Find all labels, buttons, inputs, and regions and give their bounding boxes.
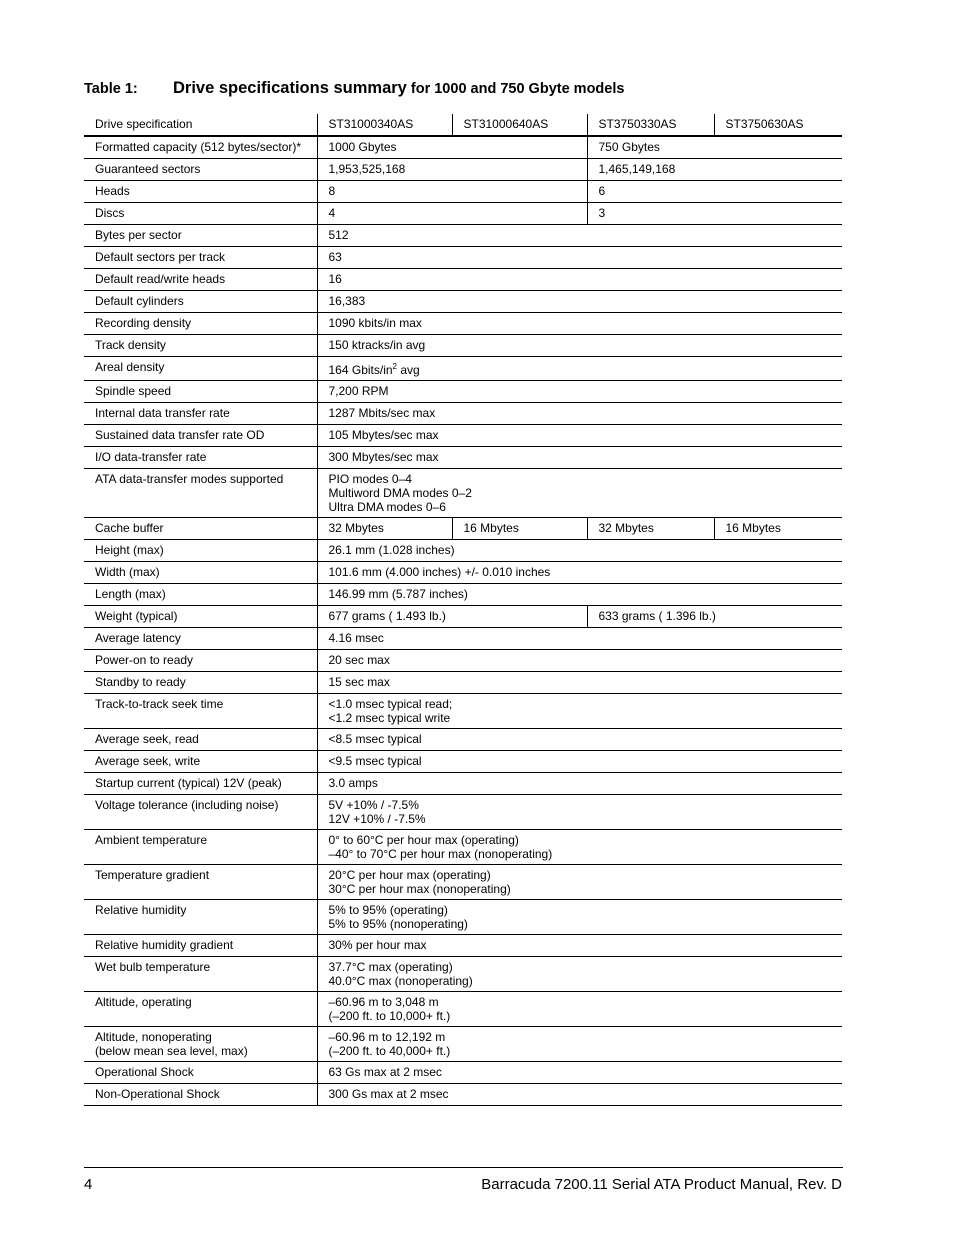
row-label: Wet bulb temperature bbox=[84, 957, 317, 992]
row-label: Temperature gradient bbox=[84, 865, 317, 900]
row-label: Guaranteed sectors bbox=[84, 159, 317, 181]
row-label: Power-on to ready bbox=[84, 650, 317, 672]
row-value: 150 ktracks/in avg bbox=[317, 335, 842, 357]
table-row bbox=[84, 1027, 842, 1062]
row-value: <8.5 msec typical bbox=[317, 729, 842, 751]
table-number: Table 1: bbox=[84, 81, 138, 97]
row-value: 16,383 bbox=[317, 291, 842, 313]
row-label: Startup current (typical) 12V (peak) bbox=[84, 773, 317, 795]
table-row bbox=[84, 381, 842, 403]
row-label: Average latency bbox=[84, 628, 317, 650]
header-cell: ST3750630AS bbox=[714, 114, 842, 136]
areal-density-value: 164 Gbits/in bbox=[328, 363, 393, 377]
row-label: Operational Shock bbox=[84, 1062, 317, 1084]
table-row bbox=[84, 694, 842, 729]
table-row bbox=[84, 335, 842, 357]
row-value: 300 Gs max at 2 msec bbox=[317, 1084, 842, 1106]
row-value: 1000 Gbytes bbox=[317, 136, 587, 159]
row-value bbox=[317, 357, 842, 381]
table-row bbox=[84, 291, 842, 313]
row-label: Altitude, operating bbox=[84, 992, 317, 1027]
row-value: 3.0 amps bbox=[317, 773, 842, 795]
row-value: <9.5 msec typical bbox=[317, 751, 842, 773]
table-row bbox=[84, 562, 842, 584]
row-label: Default cylinders bbox=[84, 291, 317, 313]
table-row bbox=[84, 203, 842, 225]
table-row bbox=[84, 830, 842, 865]
row-value: 63 Gs max at 2 msec bbox=[317, 1062, 842, 1084]
row-label: Track density bbox=[84, 335, 317, 357]
row-label: Discs bbox=[84, 203, 317, 225]
row-value: 300 Mbytes/sec max bbox=[317, 447, 842, 469]
row-label: Weight (typical) bbox=[84, 606, 317, 628]
header-cell: Drive specification bbox=[84, 114, 317, 136]
table-row bbox=[84, 225, 842, 247]
row-value: 15 sec max bbox=[317, 672, 842, 694]
row-value: 633 grams ( 1.396 lb.) bbox=[587, 606, 842, 628]
row-label: Track-to-track seek time bbox=[84, 694, 317, 729]
table-row bbox=[84, 584, 842, 606]
table-row bbox=[84, 957, 842, 992]
row-label: Heads bbox=[84, 181, 317, 203]
row-label: Non-Operational Shock bbox=[84, 1084, 317, 1106]
row-value: 30% per hour max bbox=[317, 935, 842, 957]
row-value: 0° to 60°C per hour max (operating) –40° to 70°C per hour max (nonoperating) bbox=[317, 830, 842, 865]
row-value: 16 Mbytes bbox=[714, 518, 842, 540]
table-row bbox=[84, 773, 842, 795]
row-label: Length (max) bbox=[84, 584, 317, 606]
header-cell: ST31000340AS bbox=[317, 114, 452, 136]
table-row bbox=[84, 672, 842, 694]
table-row bbox=[84, 181, 842, 203]
table-subtitle: for 1000 and 750 Gbyte models bbox=[406, 81, 625, 97]
row-label: Cache buffer bbox=[84, 518, 317, 540]
row-value: 1,465,149,168 bbox=[587, 159, 842, 181]
footer-divider bbox=[84, 1167, 843, 1168]
row-value: 16 Mbytes bbox=[452, 518, 587, 540]
table-row bbox=[84, 269, 842, 291]
row-label: Average seek, write bbox=[84, 751, 317, 773]
table-row bbox=[84, 540, 842, 562]
superscript-exponent: 2 bbox=[392, 362, 397, 371]
row-value: 7,200 RPM bbox=[317, 381, 842, 403]
table-row bbox=[84, 403, 842, 425]
table-caption bbox=[84, 79, 844, 98]
row-value: 1,953,525,168 bbox=[317, 159, 587, 181]
row-value: 101.6 mm (4.000 inches) +/- 0.010 inches bbox=[317, 562, 842, 584]
table-row bbox=[84, 935, 842, 957]
row-label: Width (max) bbox=[84, 562, 317, 584]
row-label: Relative humidity bbox=[84, 900, 317, 935]
table-row bbox=[84, 425, 842, 447]
row-value: 105 Mbytes/sec max bbox=[317, 425, 842, 447]
table-row bbox=[84, 313, 842, 335]
table-row bbox=[84, 751, 842, 773]
row-label: I/O data-transfer rate bbox=[84, 447, 317, 469]
row-value: –60.96 m to 12,192 m (–200 ft. to 40,000+ ft.) bbox=[317, 1027, 842, 1062]
row-label: Voltage tolerance (including noise) bbox=[84, 795, 317, 830]
table-header-row bbox=[84, 114, 842, 136]
table-row bbox=[84, 795, 842, 830]
table-row bbox=[84, 1062, 842, 1084]
table-row bbox=[84, 518, 842, 540]
row-value: 20 sec max bbox=[317, 650, 842, 672]
row-label: Relative humidity gradient bbox=[84, 935, 317, 957]
row-value: 4.16 msec bbox=[317, 628, 842, 650]
row-label: Average seek, read bbox=[84, 729, 317, 751]
table-row bbox=[84, 247, 842, 269]
row-value: 1287 Mbits/sec max bbox=[317, 403, 842, 425]
row-label: Default sectors per track bbox=[84, 247, 317, 269]
row-value: 3 bbox=[587, 203, 842, 225]
document-title: Barracuda 7200.11 Serial ATA Product Manual, Rev. D bbox=[481, 1176, 842, 1193]
row-value: 37.7°C max (operating) 40.0°C max (nonoperating) bbox=[317, 957, 842, 992]
table-row bbox=[84, 136, 842, 159]
row-value: 26.1 mm (1.028 inches) bbox=[317, 540, 842, 562]
row-label: Areal density bbox=[84, 357, 317, 381]
row-value: 8 bbox=[317, 181, 587, 203]
table-row bbox=[84, 992, 842, 1027]
row-value: 32 Mbytes bbox=[587, 518, 714, 540]
row-label: Bytes per sector bbox=[84, 225, 317, 247]
areal-density-unit: avg bbox=[397, 363, 420, 377]
row-label: Sustained data transfer rate OD bbox=[84, 425, 317, 447]
table-row bbox=[84, 447, 842, 469]
row-value: 6 bbox=[587, 181, 842, 203]
row-value: 1090 kbits/in max bbox=[317, 313, 842, 335]
row-label: Default read/write heads bbox=[84, 269, 317, 291]
table-row bbox=[84, 865, 842, 900]
table-row bbox=[84, 628, 842, 650]
row-value: 146.99 mm (5.787 inches) bbox=[317, 584, 842, 606]
table-row bbox=[84, 1084, 842, 1106]
table-row bbox=[84, 729, 842, 751]
row-label: Formatted capacity (512 bytes/sector)* bbox=[84, 136, 317, 159]
row-value: 63 bbox=[317, 247, 842, 269]
row-value: <1.0 msec typical read; <1.2 msec typical write bbox=[317, 694, 842, 729]
header-cell: ST3750330AS bbox=[587, 114, 714, 136]
table-row bbox=[84, 357, 842, 381]
row-label: Spindle speed bbox=[84, 381, 317, 403]
row-label: Recording density bbox=[84, 313, 317, 335]
table-row bbox=[84, 650, 842, 672]
table-row bbox=[84, 606, 842, 628]
row-value: 5V +10% / -7.5% 12V +10% / -7.5% bbox=[317, 795, 842, 830]
row-value: 512 bbox=[317, 225, 842, 247]
row-value: PIO modes 0–4 Multiword DMA modes 0–2 Ultra DMA modes 0–6 bbox=[317, 469, 842, 518]
row-value: 20°C per hour max (operating) 30°C per hour max (nonoperating) bbox=[317, 865, 842, 900]
header-cell: ST31000640AS bbox=[452, 114, 587, 136]
row-value: 677 grams ( 1.493 lb.) bbox=[317, 606, 587, 628]
row-label: Internal data transfer rate bbox=[84, 403, 317, 425]
table-row bbox=[84, 900, 842, 935]
row-label: Ambient temperature bbox=[84, 830, 317, 865]
page-number: 4 bbox=[84, 1176, 93, 1193]
row-value: 4 bbox=[317, 203, 587, 225]
row-label: Standby to ready bbox=[84, 672, 317, 694]
row-value: 32 Mbytes bbox=[317, 518, 452, 540]
row-value: –60.96 m to 3,048 m (–200 ft. to 10,000+ ft.) bbox=[317, 992, 842, 1027]
row-label: ATA data-transfer modes supported bbox=[84, 469, 317, 518]
row-value: 750 Gbytes bbox=[587, 136, 842, 159]
row-value: 5% to 95% (operating) 5% to 95% (nonoperating) bbox=[317, 900, 842, 935]
row-value: 16 bbox=[317, 269, 842, 291]
drive-spec-table bbox=[84, 114, 842, 1106]
table-row bbox=[84, 159, 842, 181]
row-label: Altitude, nonoperating (below mean sea level, max) bbox=[84, 1027, 317, 1062]
table-row bbox=[84, 469, 842, 518]
row-label: Height (max) bbox=[84, 540, 317, 562]
table-title: Drive specifications summary bbox=[173, 79, 407, 97]
